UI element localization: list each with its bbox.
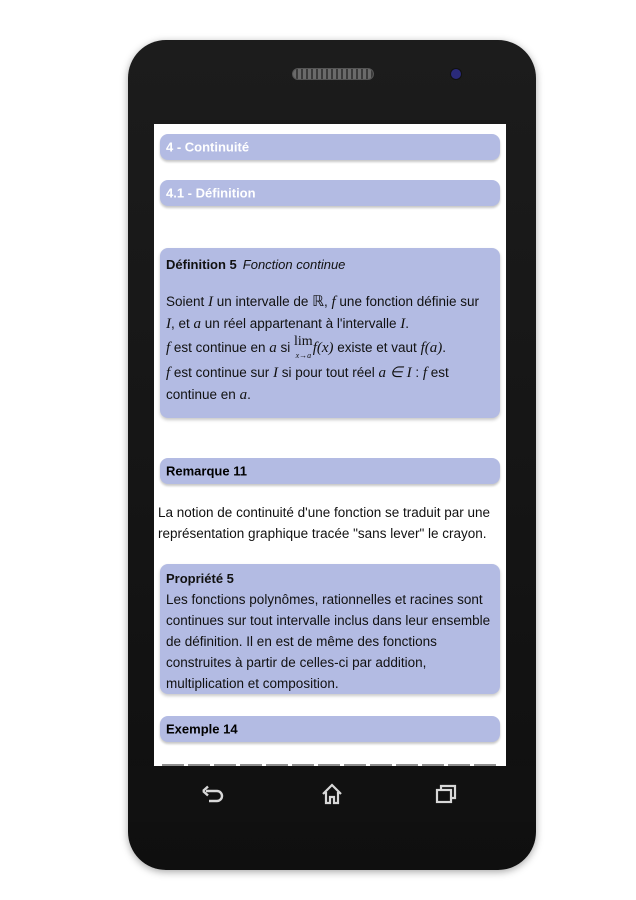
front-camera: [450, 68, 462, 80]
definition-box: [160, 248, 500, 418]
home-button[interactable]: [317, 779, 347, 809]
definition-subtitle: Fonction continue: [242, 257, 346, 272]
speaker-grille: [292, 68, 374, 80]
bottom-bezel: [128, 822, 536, 870]
definition-line-4: f est continue sur I si pour tout réel a ∈ I : f est: [166, 365, 449, 381]
section-title: 4 - Continuité: [166, 139, 250, 155]
section-header-continuite[interactable]: [160, 134, 500, 160]
remarque-header[interactable]: [160, 458, 500, 484]
limit-expression: lim x→a: [294, 334, 313, 360]
definition-line-2: I, et a un réel appartenant à l'intervalle I.: [166, 316, 409, 332]
definition-line-1: Soient I un intervalle de ℝ, f une fonction définie sur: [166, 294, 480, 310]
section-header-definition[interactable]: [160, 180, 500, 206]
phone-frame: [128, 40, 536, 870]
definition-line-5: continue en a.: [166, 387, 251, 403]
definition-line-3: f est continue en a si lim x→a f(x) existe et vaut f(a).: [166, 334, 446, 360]
propriete-box: [160, 564, 500, 694]
navigation-bar: [128, 766, 536, 822]
definition-title: Définition 5 Fonction continue: [166, 257, 346, 272]
back-button[interactable]: [198, 779, 228, 809]
recents-button[interactable]: [431, 779, 461, 809]
remarque-text: La notion de continuité d'une fonction se traduit par une représentation graphique tracée "sans lever" le crayon.: [158, 505, 491, 541]
exemple-title: Exemple 14: [166, 721, 238, 737]
propriete-title: Propriété 5: [166, 571, 234, 586]
screen[interactable]: [154, 124, 506, 766]
remarque-title: Remarque 11: [166, 463, 247, 479]
exemple-header[interactable]: [160, 716, 500, 742]
back-icon: [202, 785, 224, 803]
home-icon: [321, 783, 343, 805]
propriete-text: Les fonctions polynômes, rationnelles et racines sont continues sur tout intervalle inclus dans leur ensemble de définition. Il en est de même des fonctions construites à partir de celles-ci par addition, multiplication et composition.: [166, 592, 491, 691]
section-title: 4.1 - Définition: [166, 185, 256, 201]
recents-icon: [435, 784, 457, 804]
